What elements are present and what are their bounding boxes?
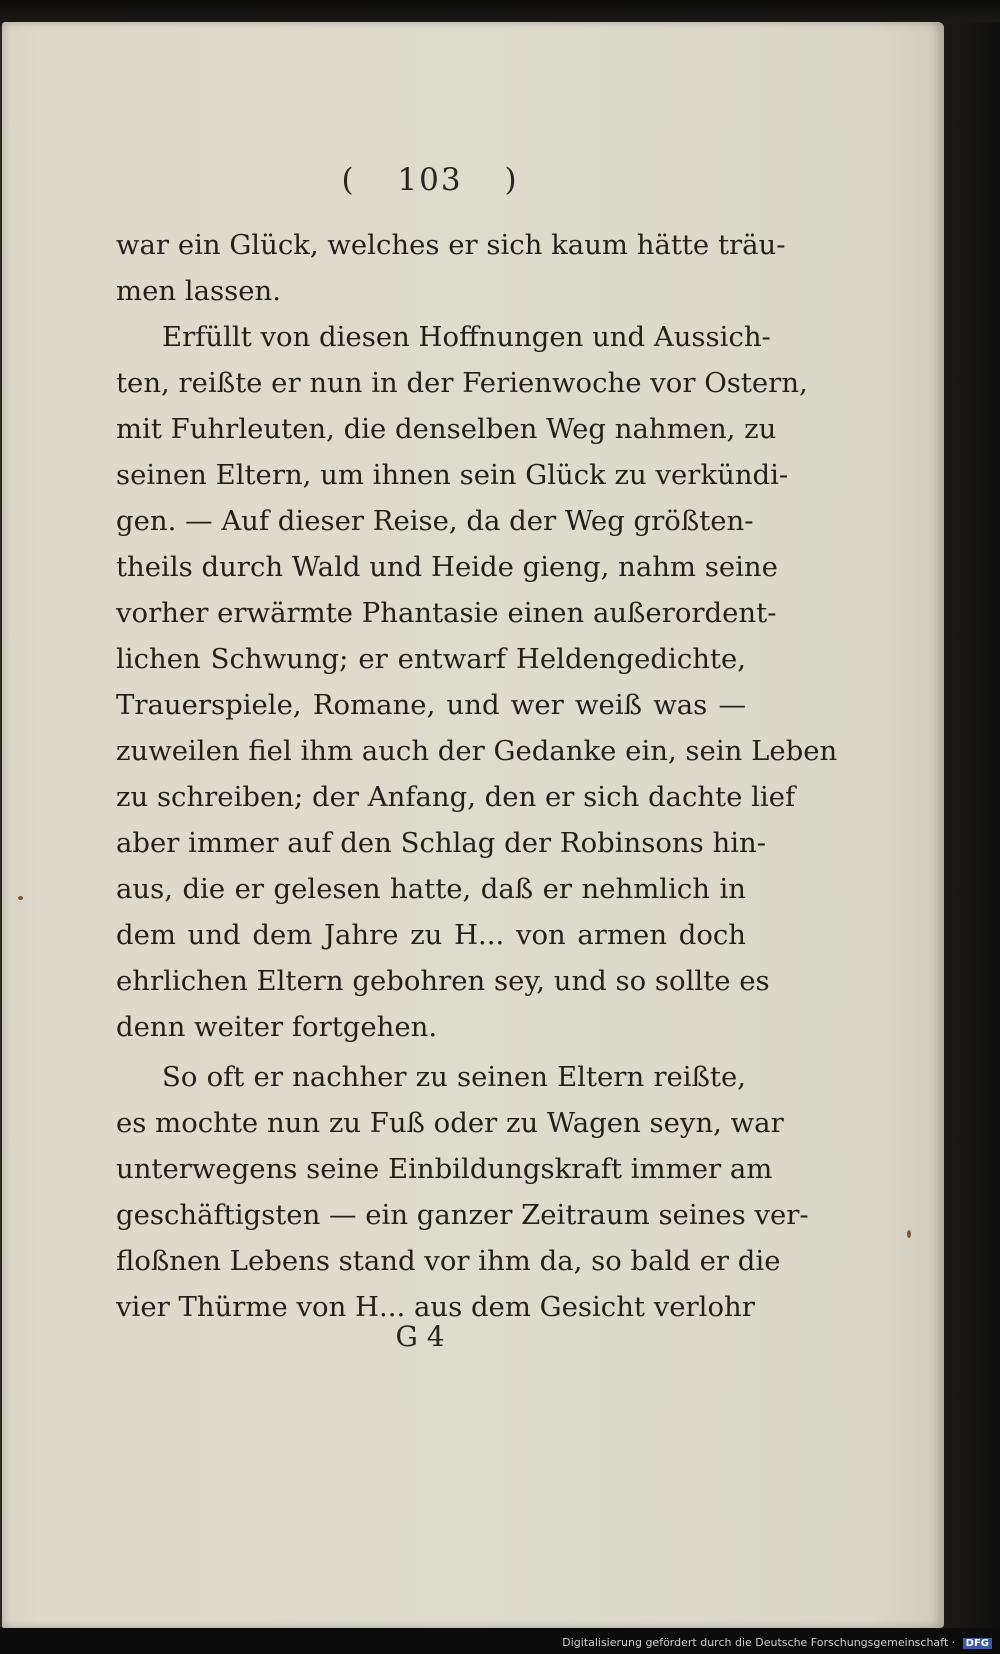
text-line: war ein Glück, welches er sich kaum hätte träu- [116,229,786,261]
paper-speck [18,896,23,900]
text-line: seinen Eltern, um ihnen sein Glück zu verkündi- [116,459,789,491]
credit-text: Digitalisierung gefördert durch die Deutsche Forschungsgemeinschaft [562,1636,949,1649]
text-line: zu schreiben; der Anfang, den er sich dachte lief [116,781,796,813]
text-line: ehrlichen Eltern gebohren sey, und so sollte es [116,965,770,997]
paragraph [116,1054,809,1330]
text-line: vorher erwärmte Phantasie einen außerordent- [116,597,777,629]
text-line: lichen Schwung; er entwarf Heldengedichte, [116,643,746,675]
text-line: So oft er nachher zu seinen Eltern reißte, [162,1061,746,1093]
dfg-logo: DFG [963,1638,992,1649]
paper-speck [907,1230,911,1238]
text-line: gen. — Auf dieser Reise, da der Weg größten- [116,505,754,537]
page-number-header [0,162,930,198]
text-line: Erfüllt von diesen Hoffnungen und Aussich- [162,321,771,353]
text-line: aber immer auf den Schlag der Robinsons hin- [116,827,766,859]
paragraph [116,222,786,314]
close-paren: ) [504,162,519,198]
text-line: geschäftigsten — ein ganzer Zeitraum seines ver- [116,1199,809,1231]
text-line: Trauerspiele, Romane, und wer weiß was — [116,689,746,721]
digitization-credit [562,1636,992,1649]
text-line: ten, reißte er nun in der Ferienwoche vor Ostern, [116,367,808,399]
body-text [116,222,838,1330]
open-paren: ( [341,162,356,198]
text-line: aus, die er gelesen hatte, daß er nehmlich in [116,873,746,905]
paragraph [116,314,838,1050]
signature-mark: G 4 [395,1320,445,1353]
scan-right-edge [944,22,1000,1628]
text-line: mit Fuhrleuten, die denselben Weg nahmen, zu [116,413,777,445]
text-line: es mochte nun zu Fuß oder zu Wagen seyn, war [116,1107,784,1139]
text-line: vier Thürme von H... aus dem Gesicht verlohr [116,1291,755,1323]
page-number: 103 [397,162,463,198]
separator: · [951,1636,959,1649]
text-line: men lassen. [116,275,281,307]
text-line: dem und dem Jahre zu H... von armen doch [116,919,746,951]
text-line: zuweilen fiel ihm auch der Gedanke ein, sein Leben [116,735,838,767]
text-line: floßnen Lebens stand vor ihm da, so bald er die [116,1245,781,1277]
text-line: theils durch Wald und Heide gieng, nahm seine [116,551,778,583]
text-line: denn weiter fortgehen. [116,1011,438,1043]
text-line: unterwegens seine Einbildungskraft immer am [116,1153,773,1185]
